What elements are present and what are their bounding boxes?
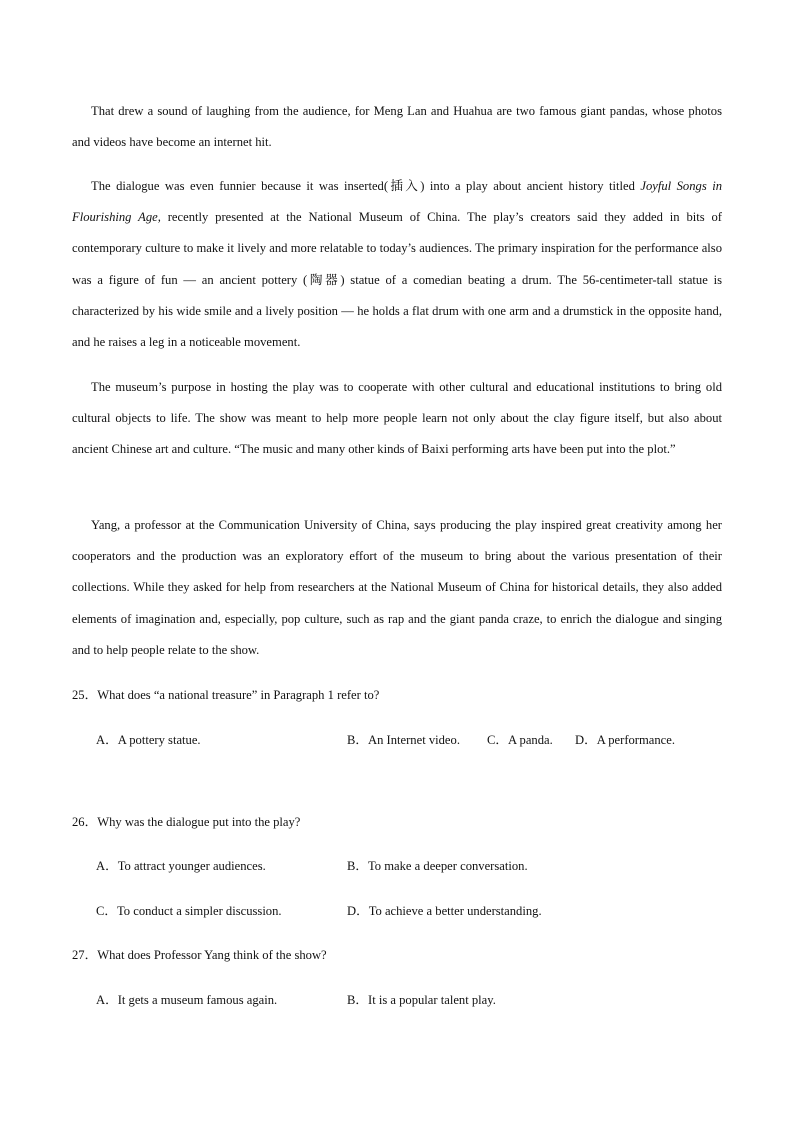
- q27-option-a[interactable]: A．It gets a museum famous again.: [96, 993, 278, 1007]
- q25-option-c[interactable]: C．A panda.: [487, 733, 553, 747]
- q26-option-c[interactable]: C．To conduct a simpler discussion.: [96, 904, 282, 918]
- paragraph-2: [72, 171, 722, 358]
- q25-option-b[interactable]: B．An Internet video.: [347, 733, 460, 747]
- question-26: 26．Why was the dialogue put into the play?: [72, 815, 301, 829]
- q25-option-d[interactable]: D．A performance.: [575, 733, 676, 747]
- paragraph-1: That drew a sound of laughing from the audience, for Meng Lan and Huahua are two famous giant pandas, whose photos and videos have become an internet hit.: [72, 104, 722, 150]
- paragraph-3: The museum’s purpose in hosting the play was to cooperate with other cultural and educational institutions to bring old cultural objects to life. The show was meant to help more people learn not only about the clay figure itself, but also about ancient Chinese art and culture. “The music and many other kinds of Baixi performing arts have been put into the plot.”: [72, 380, 722, 457]
- question-27: 27．What does Professor Yang think of the show?: [72, 948, 327, 962]
- q27-option-b[interactable]: B．It is a popular talent play.: [347, 993, 496, 1007]
- paragraph-2-part-2: recently presented at the National Museum of China. The play’s creators said they added in bits of contemporary culture to make it lively and more relatable to today’s audiences. The primary inspiration for the performance also was a figure of fun — an ancient pottery (陶器) statue of a comedian beating a drum. The 56-centimeter-tall statue is characterized by his wide smile and a lively position — he holds a flat drum with one arm and a drumstick in the opposite hand, and he raises a leg in a noticeable movement.: [72, 210, 723, 350]
- paragraph-2-part-1: The dialogue was even funnier because it was inserted(插入) into a play about ancient history titled: [91, 179, 641, 193]
- q26-option-a[interactable]: A．To attract younger audiences.: [96, 859, 266, 873]
- question-25: 25．What does “a national treasure” in Paragraph 1 refer to?: [72, 688, 380, 702]
- q25-option-a[interactable]: A．A pottery statue.: [96, 733, 201, 747]
- q26-option-b[interactable]: B．To make a deeper conversation.: [347, 859, 528, 873]
- play-title: Joyful Songs in Flourishing Age,: [72, 179, 722, 225]
- q26-option-d[interactable]: D．To achieve a better understanding.: [347, 904, 542, 918]
- paragraph-4: Yang, a professor at the Communication University of China, says producing the play inspired great creativity among her cooperators and the production was an exploratory effort of the museum to bring about the various presentation of their collections. While they asked for help from researchers at the National Museum of China for historical details, they also added elements of imagination and, especially, pop culture, such as rap and the giant panda craze, to enrich the dialogue and singing and to help people relate to the show.: [72, 518, 722, 657]
